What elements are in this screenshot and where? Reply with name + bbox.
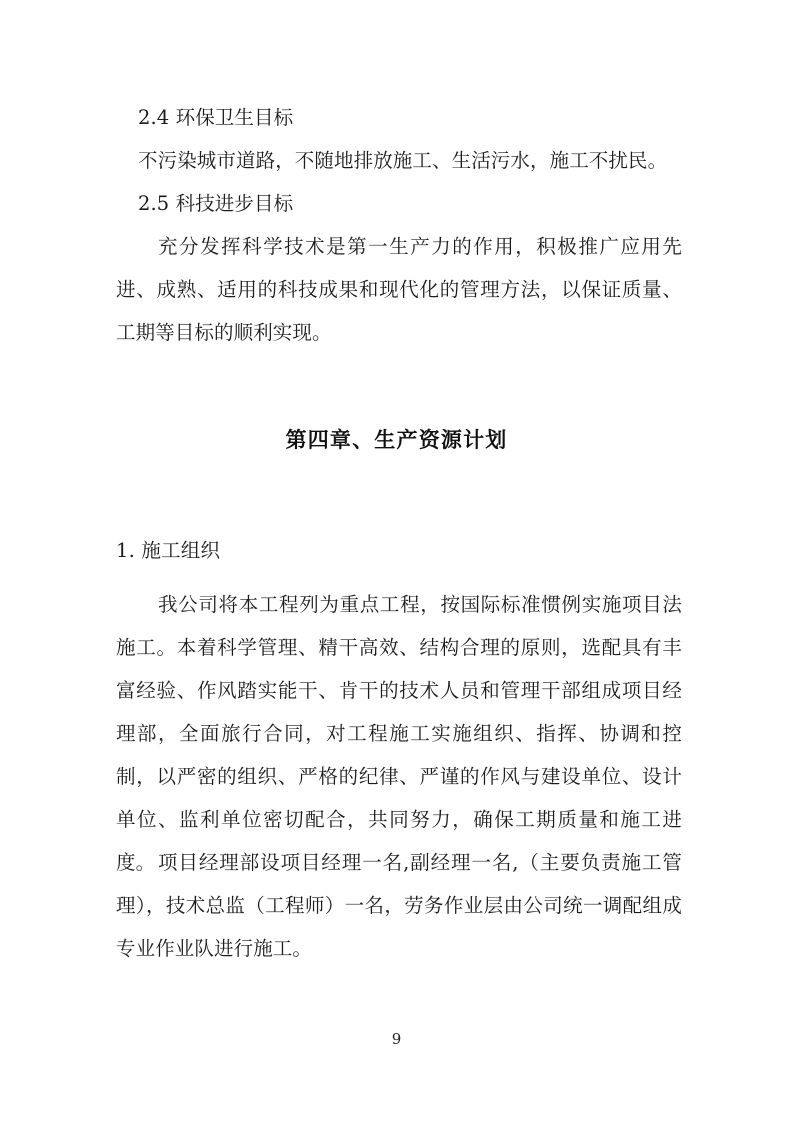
section-1-paragraph-1: 我公司将本工程列为重点工程，按国际标准惯例实施项目法施工。本着科学管理、精干高效、结构合理的原则，选配具有丰富经验、作风踏实能干、肯干的技术人员和管理干部组成项目经理部，全面旅行合同，对工程施工实施组织、指挥、协调和控制，以严密的组织、严格的纪律、严谨的作风与建设单位、设计单位、监利单位密切配合，共同努力，确保工期质量和施工进度。 xyxy=(116,593,682,874)
heading-2-5: 2.5 科技进步目标 xyxy=(138,192,294,215)
section-heading-container xyxy=(116,536,682,566)
section-1-paragraph-2: 项目经理部设项目经理一名,副经理一名,（主要负责施工管理），技术总监（工程师）一名，劳务作业层由公司统一调配组成专业作业队进行施工。 xyxy=(116,851,682,960)
section-heading-1: 1. 施工组织 xyxy=(116,539,221,562)
chapter-heading-container xyxy=(0,411,793,469)
paragraph-2-4: 不污染城市道路，不随地排放施工、生活污水，施工不扰民。 xyxy=(138,149,668,172)
objectives-block xyxy=(116,96,682,354)
section-1-body-second xyxy=(116,841,682,970)
page-footer xyxy=(0,1029,793,1049)
chapter-title: 第四章、生产资源计划 xyxy=(285,427,508,453)
heading-2-4: 2.4 环保卫生目标 xyxy=(138,106,294,129)
paragraph-2-5: 充分发挥科学技术是第一生产力的作用，积极推广应用先进、成熟、适用的科技成果和现代化的管理方法，以保证质量、工期等目标的顺利实现。 xyxy=(116,235,682,344)
section-1-body-first xyxy=(116,583,682,884)
page-number: 9 xyxy=(391,1030,402,1048)
